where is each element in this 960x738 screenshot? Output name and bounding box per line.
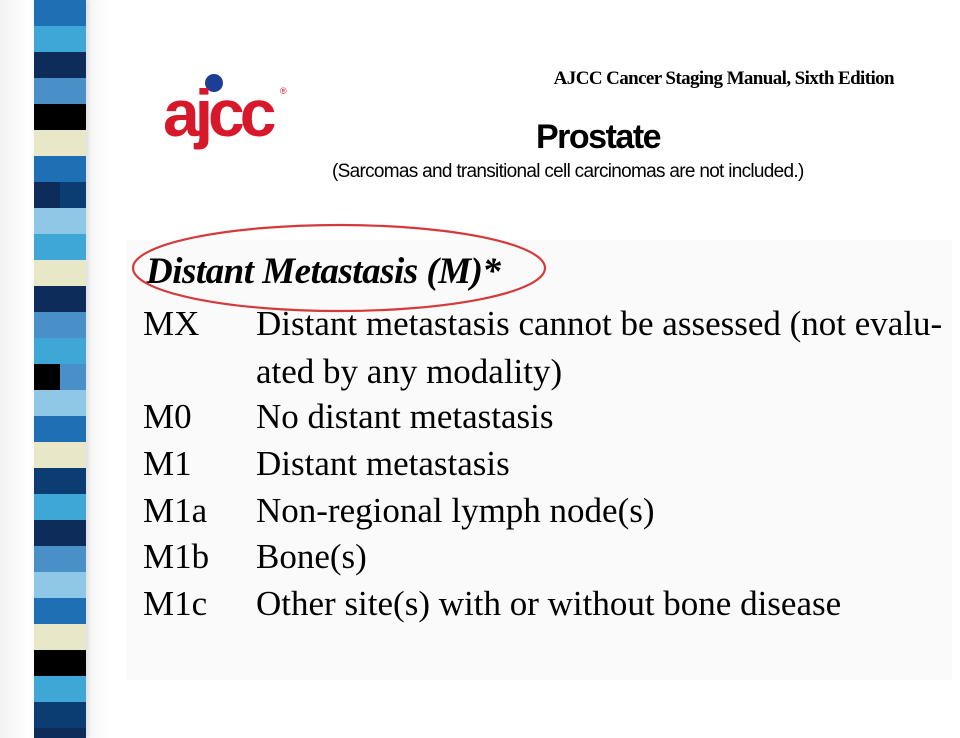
stage-description: Bone(s) xyxy=(256,537,367,576)
stripe-segment xyxy=(34,546,86,572)
decorative-stripe-bar xyxy=(34,0,86,738)
stage-code: M0 xyxy=(143,397,192,436)
stripe-segment xyxy=(34,130,86,156)
page-subtitle: (Sarcomas and transitional cell carcinomas are not included.) xyxy=(332,161,804,182)
stripe-segment xyxy=(34,338,86,364)
stripe-segment xyxy=(34,286,86,312)
stage-description: Non-regional lymph node(s) xyxy=(256,491,655,530)
stripe-segment xyxy=(34,52,86,78)
stage-code: M1c xyxy=(143,584,208,623)
stripe-segment xyxy=(34,676,86,702)
stripe-segment xyxy=(34,520,86,546)
section-title: Distant Metastasis (M)* xyxy=(146,251,501,292)
stripe-segment xyxy=(34,468,86,494)
stripe-segment xyxy=(34,312,86,338)
stripe-segment xyxy=(34,416,86,442)
stage-description: No distant metastasis xyxy=(256,397,554,436)
stripe-segment xyxy=(34,260,86,286)
ajcc-logo xyxy=(163,70,293,152)
stripe-segment xyxy=(34,728,86,738)
stripe-segment xyxy=(34,182,60,208)
stripe-segment xyxy=(34,104,86,130)
stripe-segment xyxy=(34,624,86,650)
stripe-segment xyxy=(34,156,86,182)
highlight-ellipse-stroke xyxy=(133,225,545,311)
logo-registered-mark: ® xyxy=(280,86,287,96)
stripe-segment xyxy=(34,494,86,520)
stage-code: M1a xyxy=(143,491,208,530)
stage-description: Distant metastasis cannot be assessed (not evalu- xyxy=(256,304,943,343)
stripe-segment xyxy=(34,78,86,104)
stripe-segment xyxy=(34,702,86,728)
stripe-segment xyxy=(34,234,86,260)
stage-description: Other site(s) with or without bone disease xyxy=(256,584,842,623)
stage-description: Distant metastasis xyxy=(256,444,510,483)
stripe-segment xyxy=(34,572,86,598)
manual-title: AJCC Cancer Staging Manual, Sixth Edition xyxy=(553,68,894,89)
stripe-segment xyxy=(60,364,86,390)
logo-wordmark: ajcc xyxy=(163,76,272,150)
stripe-segment xyxy=(60,182,86,208)
stripe-segment xyxy=(34,208,86,234)
stripe-segment xyxy=(34,364,60,390)
stripe-segment xyxy=(34,390,86,416)
stripe-segment xyxy=(34,650,86,676)
highlight-circle xyxy=(130,222,548,314)
stage-code: M1 xyxy=(143,444,192,483)
stage-code: M1b xyxy=(143,537,210,576)
stripe-segment xyxy=(34,598,86,624)
stripe-segment xyxy=(34,26,86,52)
stripe-segment xyxy=(34,442,86,468)
stage-code: MX xyxy=(143,304,200,343)
stage-description: ated by any modality) xyxy=(256,352,563,391)
page-title: Prostate xyxy=(536,118,661,156)
stripe-segment xyxy=(34,0,86,26)
